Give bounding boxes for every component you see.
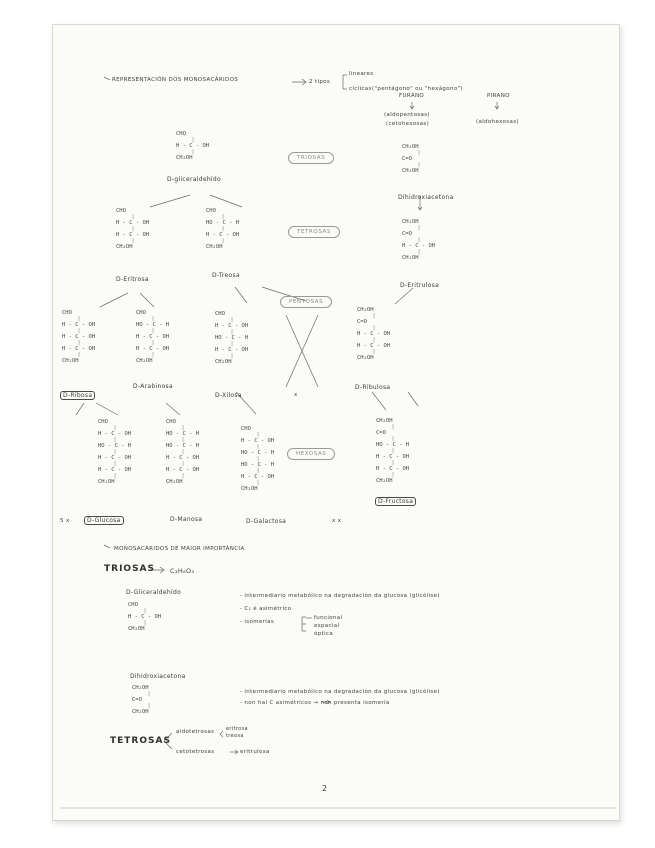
isomeria-funcional: funcional <box>314 615 343 621</box>
dihidroxi-name: Dihidroxiacetona <box>130 673 186 680</box>
furano-note-1: (aldopentosas) <box>384 112 430 118</box>
furano-label: FURANO <box>399 93 425 99</box>
structure-row: CH₂OH <box>402 168 419 174</box>
name-fructose: D-Fructosa <box>375 497 416 506</box>
header-ciclicas: cíclicas <box>349 86 372 92</box>
gliceraldehido-name: D-Gliceraldehído <box>126 589 182 596</box>
bond-line: | <box>113 437 117 443</box>
structure-row: H - C - OH <box>166 455 200 461</box>
aldo-treosa: treosa <box>226 733 244 739</box>
structure-row: H - C - OH <box>215 323 249 329</box>
isomeria-espacial: espacial <box>314 623 340 629</box>
bond-line: | <box>131 238 135 244</box>
bond-line: | <box>256 444 260 450</box>
structure-row: H - C - OH <box>136 334 170 340</box>
bond-line: | <box>131 226 135 232</box>
structure-row: CHO <box>116 208 126 214</box>
structure-row: H - C - OH <box>215 347 249 353</box>
bond-line: | <box>256 480 260 486</box>
structure-row: H - C - OH <box>116 232 150 238</box>
bond-line: | <box>77 316 81 322</box>
structure-row: H - C - OH <box>206 232 240 238</box>
structure-row: CH₂OH <box>136 358 153 364</box>
molecule-erythrose <box>116 207 150 251</box>
pentosas-oval: PENTOSAS <box>280 296 332 308</box>
bond-line: | <box>391 448 395 454</box>
molecule-ribulose <box>357 306 391 362</box>
bond-line: | <box>417 162 421 168</box>
name-arabinose: D-Arabinosa <box>133 383 173 390</box>
bond-line: | <box>417 225 421 231</box>
molecule-arabinose <box>136 309 170 365</box>
structure-row: CH₂OH <box>376 478 393 484</box>
structure-row: HO - C - H <box>206 220 240 226</box>
structure-row: CH₂OH <box>98 479 115 485</box>
name-xylose: D-Xilosa <box>215 392 242 399</box>
structure-row: CH₂OH <box>128 626 145 632</box>
bond-line: | <box>181 461 185 467</box>
bond-line: | <box>147 703 151 709</box>
structure-row: HO - C - H <box>98 443 132 449</box>
aldo-eritrosa: eritrosa <box>226 726 248 732</box>
structure-row: H - C - OH <box>116 220 150 226</box>
molecule-threose <box>206 207 240 251</box>
pirano-label: PIRANO <box>487 93 510 99</box>
structure-row: H - C - OH <box>376 454 410 460</box>
structure-row: CH₂OH <box>402 255 419 261</box>
structure-row: C=O <box>376 430 386 436</box>
structure-row: C=O <box>357 319 367 325</box>
bond-line: | <box>391 436 395 442</box>
structure-row: H - C - OH <box>98 467 132 473</box>
bond-line: | <box>77 340 81 346</box>
molecule-fructose <box>376 417 410 485</box>
bond-line: | <box>221 226 225 232</box>
structure-row: H - C - OH <box>62 334 96 340</box>
molecule-galactose <box>241 425 275 493</box>
bond-line: | <box>256 432 260 438</box>
structure-row: H - C - OH <box>402 243 436 249</box>
bond-line: | <box>151 316 155 322</box>
structure-row: H - C - OH <box>166 467 200 473</box>
bond-line: | <box>372 337 376 343</box>
bond-line: | <box>151 328 155 334</box>
name-dihydroxyacetone: Dihidroxiacetona <box>398 194 454 201</box>
molecule-glyceraldehyde <box>176 130 210 162</box>
structure-row: H - C - OH <box>62 346 96 352</box>
structure-row: H - C - OH <box>136 346 170 352</box>
structure-row: CH₂OH <box>241 486 258 492</box>
triosas-title: TRIOSAS <box>104 564 155 574</box>
structure-row: CHO <box>241 426 251 432</box>
structure-row: HO - C - H <box>166 443 200 449</box>
structure-row: CHO <box>98 419 108 425</box>
bond-line: | <box>113 449 117 455</box>
structure-row: C=O <box>132 697 142 703</box>
structure-row: H - C - OH <box>376 466 410 472</box>
structure-row: CH₂OH <box>376 418 393 424</box>
bond-line: | <box>131 214 135 220</box>
bond-line: | <box>77 352 81 358</box>
structure-row: H - C - OH <box>357 331 391 337</box>
cetotetrosas-label: cetotetrosas <box>176 749 215 755</box>
header-ciclicas-detail: ("pentágono" ou "hexágono") <box>372 86 463 92</box>
page-number: 2 <box>322 784 328 793</box>
gliceraldehido-note-3: - isomerías <box>240 619 275 625</box>
bond-line: | <box>221 238 225 244</box>
structure-row: H - C - OH <box>176 143 210 149</box>
structure-row: CH₂OH <box>62 358 79 364</box>
tetrosas-title: TETROSAS <box>110 736 171 746</box>
bond-line: | <box>181 437 185 443</box>
name-erythrulose: D-Eritrulosa <box>400 282 440 289</box>
isomeria-optica: óptica <box>314 631 334 637</box>
bond-line: | <box>230 341 234 347</box>
name-galactose: D-Galactosa <box>246 518 287 525</box>
name-ribose: D-Ribosa <box>60 391 95 400</box>
header-title: REPRESENTACIÓN DOS MONOSACÁRIDOS <box>112 77 239 83</box>
structure-row: CHO <box>128 602 138 608</box>
name-mannose: D-Manosa <box>170 516 203 523</box>
structure-row: CHO <box>136 310 146 316</box>
structure-row: C=O <box>402 156 412 162</box>
bond-line: | <box>256 468 260 474</box>
dihidroxi-structure <box>132 684 166 716</box>
structure-row: H - C - OH <box>241 474 275 480</box>
structure-row: CHO <box>215 311 225 317</box>
bond-line: | <box>391 472 395 478</box>
dihidroxi-note-2: - non hai C asimétricos → non presenta isomería <box>240 700 390 706</box>
bond-line: | <box>147 691 151 697</box>
structure-row: H - C - OH <box>241 438 275 444</box>
structure-row: CH₂OH <box>357 307 374 313</box>
structure-row: HO - C - H <box>166 431 200 437</box>
bond-line: | <box>417 237 421 243</box>
name-erythrose: D-Eritrosa <box>116 276 149 283</box>
bond-line: | <box>191 137 195 143</box>
gliceraldehido-structure <box>128 601 162 633</box>
section2-heading: MONOSACÁRIDOS DE MAIOR IMPORTÁNCIA <box>114 546 245 552</box>
header-lineares: lineares <box>349 71 374 77</box>
furano-note-2: (cetohexosas) <box>386 121 430 127</box>
structure-row: HO - C - H <box>241 450 275 456</box>
structure-row: CH₂OH <box>166 479 183 485</box>
bond-line: | <box>372 325 376 331</box>
bond-line: | <box>181 449 185 455</box>
bond-line: | <box>256 456 260 462</box>
bond-line: | <box>372 349 376 355</box>
gliceraldehido-note-1: - intermediario metabólico na degradación da glucosa (glicólise) <box>240 593 440 599</box>
molecule-erythrulose <box>402 218 436 262</box>
structure-row: CH₂OH <box>215 359 232 365</box>
structure-row: HO - C - H <box>215 335 249 341</box>
structure-row: H - C - OH <box>98 455 132 461</box>
dihidroxi-note-1: - intermediario metabólico na degradación da glucosa (glicólise) <box>240 689 440 695</box>
bond-line: | <box>417 150 421 156</box>
bond-line: | <box>151 340 155 346</box>
structure-row: CHO <box>62 310 72 316</box>
bond-line: | <box>151 352 155 358</box>
bond-line: | <box>230 353 234 359</box>
structure-row: CH₂OH <box>402 219 419 225</box>
name-glyceraldehyde: D-gliceraldehído <box>167 176 221 183</box>
structure-row: CHO <box>176 131 186 137</box>
structure-row: H - C - OH <box>357 343 391 349</box>
bond-line: | <box>391 424 395 430</box>
bond-line: | <box>77 328 81 334</box>
aldotetrosas-label: aldotetrosas <box>176 729 215 735</box>
structure-row: CH₂OH <box>132 709 149 715</box>
triosas-oval: TRIOSAS <box>288 152 334 164</box>
bond-line: | <box>113 473 117 479</box>
name-glucose: D-Glucosa <box>84 516 124 525</box>
triosas-formula: C₃H₆O₃ <box>170 567 195 575</box>
bond-line: | <box>230 329 234 335</box>
gliceraldehido-note-2: - C₁ é asimétrico <box>240 606 292 612</box>
bond-line: | <box>221 214 225 220</box>
molecule-ribose <box>62 309 96 365</box>
bond-line: | <box>230 317 234 323</box>
structure-row: CH₂OH <box>132 685 149 691</box>
bond-line: | <box>417 249 421 255</box>
structure-row: HO - C - H <box>136 322 170 328</box>
bond-line: | <box>391 460 395 466</box>
bond-line: | <box>191 149 195 155</box>
structure-row: H - C - OH <box>62 322 96 328</box>
x-mark-center: x <box>294 392 298 398</box>
molecule-dihydroxyacetone <box>402 143 436 175</box>
bond-line: | <box>113 461 117 467</box>
ceto-eritrulosa: eritrulosa <box>240 749 270 755</box>
bond-line: | <box>113 425 117 431</box>
name-threose: D-Treosa <box>212 272 240 279</box>
structure-row: CHO <box>166 419 176 425</box>
hexosas-oval: HEXOSAS <box>287 448 335 460</box>
structure-row: CH₂OH <box>402 144 419 150</box>
structure-row: HO - C - H <box>241 462 275 468</box>
molecule-mannose <box>166 418 200 486</box>
structure-row: H - C - OH <box>98 431 132 437</box>
bond-line: | <box>181 425 185 431</box>
molecule-glucose <box>98 418 132 486</box>
pirano-note: (aldohexosas) <box>476 119 519 125</box>
bond-line: | <box>143 620 147 626</box>
tetrosas-oval: TETROSAS <box>288 226 340 238</box>
structure-row: H - C - OH <box>128 614 162 620</box>
header-tipos: 2 tipos <box>309 79 331 85</box>
bond-line: | <box>143 608 147 614</box>
structure-row: CH₂OH <box>116 244 133 250</box>
structure-row: CH₂OH <box>206 244 223 250</box>
structure-row: HO - C - H <box>376 442 410 448</box>
name-ribulose: D-Ribulosa <box>355 384 391 391</box>
x-marks-left: 5 x <box>60 518 70 524</box>
structure-row: CHO <box>206 208 216 214</box>
structure-row: CH₂OH <box>357 355 374 361</box>
structure-row: C=O <box>402 231 412 237</box>
molecule-xylose <box>215 310 249 366</box>
bond-line: | <box>181 473 185 479</box>
structure-row: CH₂OH <box>176 155 193 161</box>
bond-line: | <box>372 313 376 319</box>
x-marks-right: x x <box>332 518 342 524</box>
